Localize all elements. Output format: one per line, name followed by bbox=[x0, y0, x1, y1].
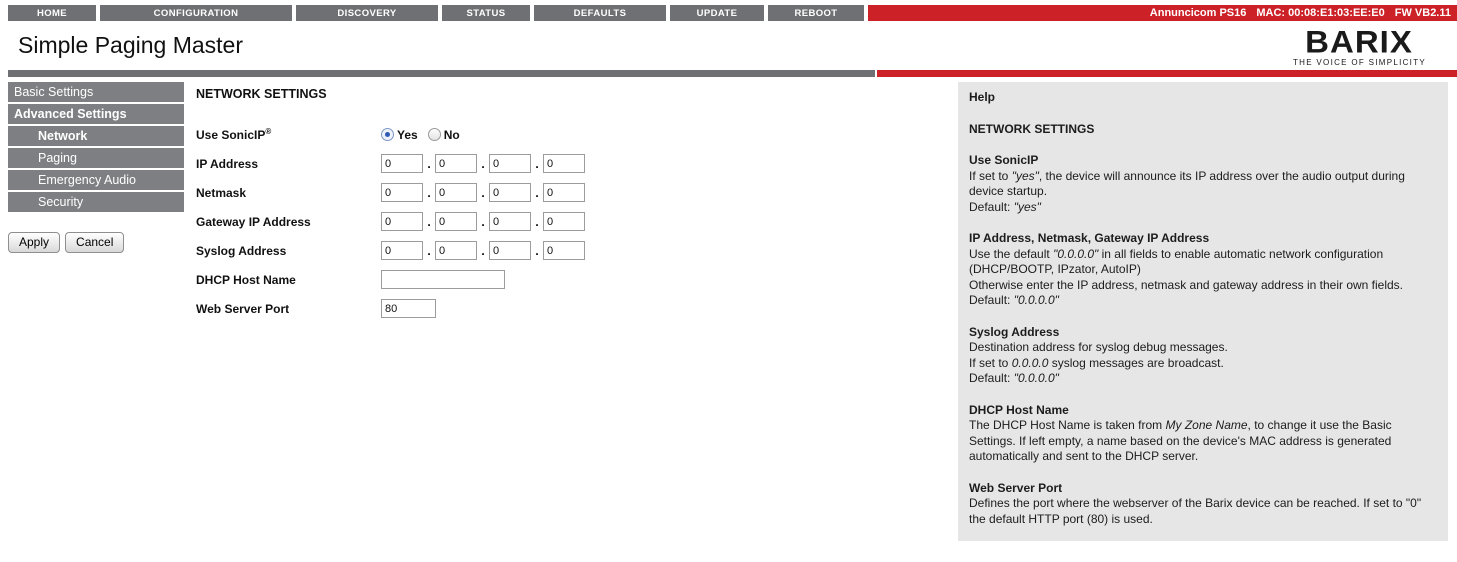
radio-yes-icon[interactable] bbox=[381, 128, 394, 141]
sidebar-item-paging[interactable]: Paging bbox=[8, 148, 184, 168]
gateway-inputs bbox=[381, 212, 585, 231]
web-server-port-input[interactable] bbox=[381, 299, 436, 318]
help-section-use-sonicip bbox=[969, 153, 1437, 215]
syslog-row bbox=[196, 241, 836, 260]
gateway-octet-2[interactable] bbox=[435, 212, 477, 231]
netmask-row bbox=[196, 183, 836, 202]
help-text-line: Default: "0.0.0.0" bbox=[969, 371, 1059, 385]
ip-dot: . bbox=[427, 156, 431, 171]
ip-dot: . bbox=[481, 156, 485, 171]
ip-address-octet-2[interactable] bbox=[435, 154, 477, 173]
syslog-octet-4[interactable] bbox=[543, 241, 585, 260]
use-sonicip-label: Use SonicIP® bbox=[196, 127, 272, 142]
ip-dot: . bbox=[535, 243, 539, 258]
radio-no-icon[interactable] bbox=[428, 128, 441, 141]
help-text-line: If set to 0.0.0.0 syslog messages are broadcast. bbox=[969, 355, 1224, 370]
use-sonicip-radio-group bbox=[381, 128, 460, 142]
netmask-octet-2[interactable] bbox=[435, 183, 477, 202]
nav-item-home[interactable]: HOME bbox=[8, 5, 96, 21]
nav-item-discovery[interactable]: DISCOVERY bbox=[296, 5, 438, 21]
device-mac: MAC: 00:08:E1:03:EE:E0 bbox=[1256, 7, 1385, 19]
help-section-dhcp-host-name bbox=[969, 403, 1437, 465]
device-name: Annuncicom PS16 bbox=[1149, 7, 1247, 19]
ip-address-octet-3[interactable] bbox=[489, 154, 531, 173]
sidebar-item-basic-settings[interactable]: Basic Settings bbox=[8, 82, 184, 102]
top-navigation bbox=[8, 5, 1457, 21]
help-sections bbox=[969, 153, 1437, 527]
cancel-button[interactable]: Cancel bbox=[65, 232, 124, 253]
nav-item-reboot[interactable]: REBOOT bbox=[768, 5, 864, 21]
use-sonicip-option-no[interactable] bbox=[428, 128, 460, 142]
help-section-title: IP Address, Netmask, Gateway IP Address bbox=[969, 231, 1210, 245]
barix-logo-text: BARIX bbox=[1305, 23, 1413, 60]
syslog-label: Syslog Address bbox=[196, 243, 287, 258]
radio-label-no: No bbox=[443, 127, 460, 142]
sidebar bbox=[8, 82, 184, 253]
apply-button[interactable]: Apply bbox=[8, 232, 60, 253]
netmask-octet-3[interactable] bbox=[489, 183, 531, 202]
sidebar-item-network[interactable]: Network bbox=[8, 126, 184, 146]
gateway-octet-1[interactable] bbox=[381, 212, 423, 231]
use-sonicip-row bbox=[196, 125, 836, 144]
barix-logo bbox=[1293, 23, 1427, 67]
page-title: Simple Paging Master bbox=[18, 32, 243, 58]
help-section-web-server-port bbox=[969, 481, 1437, 528]
help-section-syslog-address bbox=[969, 325, 1437, 387]
ip-dot: . bbox=[481, 214, 485, 229]
help-text-line: The DHCP Host Name is taken from My Zone Name, to change it use the Basic Settings. If left empty, a name based on the device's MAC address is generated automatically and sent to the DHCP server. bbox=[969, 418, 1392, 463]
dhcp-host-name-row bbox=[196, 270, 836, 289]
gateway-row bbox=[196, 212, 836, 231]
form-heading: NETWORK SETTINGS bbox=[196, 87, 327, 101]
ip-dot: . bbox=[535, 214, 539, 229]
netmask-inputs bbox=[381, 183, 585, 202]
ip-dot: . bbox=[427, 185, 431, 200]
barix-logo-tagline: THE VOICE OF SIMPLICITY bbox=[1293, 58, 1427, 67]
nav-item-configuration[interactable]: CONFIGURATION bbox=[100, 5, 292, 21]
help-panel bbox=[958, 82, 1448, 541]
help-section-title: DHCP Host Name bbox=[969, 402, 1069, 417]
help-text-line: Destination address for syslog debug messages. bbox=[969, 340, 1228, 354]
divider-bar-gray bbox=[8, 70, 875, 77]
sidebar-item-advanced-settings[interactable]: Advanced Settings bbox=[8, 104, 184, 124]
ip-dot: . bbox=[427, 214, 431, 229]
ip-dot: . bbox=[535, 156, 539, 171]
sidebar-item-security[interactable]: Security bbox=[8, 192, 184, 212]
ip-dot: . bbox=[427, 243, 431, 258]
use-sonicip-option-yes[interactable] bbox=[381, 128, 418, 142]
gateway-octet-4[interactable] bbox=[543, 212, 585, 231]
gateway-label: Gateway IP Address bbox=[196, 214, 311, 229]
netmask-octet-4[interactable] bbox=[543, 183, 585, 202]
sidebar-menu bbox=[8, 82, 184, 212]
help-section-title: Web Server Port bbox=[969, 480, 1063, 495]
help-text-line: Use the default "0.0.0.0" in all fields to enable automatic network configuration (DHCP/BOOTP, IPzator, AutoIP) bbox=[969, 246, 1384, 276]
ip-dot: . bbox=[481, 185, 485, 200]
ip-address-label: IP Address bbox=[196, 156, 259, 171]
ip-address-octet-1[interactable] bbox=[381, 154, 423, 173]
sidebar-item-emergency-audio[interactable]: Emergency Audio bbox=[8, 170, 184, 190]
help-text-line: If set to "yes", the device will announce its IP address over the audio output during device startup. bbox=[969, 168, 1405, 198]
device-info-bar bbox=[868, 5, 1457, 21]
network-settings-form bbox=[196, 82, 836, 328]
help-heading: NETWORK SETTINGS bbox=[969, 121, 1095, 136]
syslog-octet-1[interactable] bbox=[381, 241, 423, 260]
help-title: Help bbox=[969, 90, 996, 104]
device-firmware: FW VB2.11 bbox=[1394, 7, 1451, 19]
radio-label-yes: Yes bbox=[397, 127, 418, 142]
sidebar-buttons bbox=[8, 232, 184, 253]
syslog-octet-2[interactable] bbox=[435, 241, 477, 260]
ip-dot: . bbox=[535, 185, 539, 200]
help-section-title: Syslog Address bbox=[969, 324, 1060, 339]
ip-address-octet-4[interactable] bbox=[543, 154, 585, 173]
gateway-octet-3[interactable] bbox=[489, 212, 531, 231]
dhcp-host-name-input[interactable] bbox=[381, 270, 505, 289]
nav-item-status[interactable]: STATUS bbox=[442, 5, 530, 21]
help-section-title: Use SonicIP bbox=[969, 153, 1039, 167]
netmask-label: Netmask bbox=[196, 185, 247, 200]
divider-bar-red bbox=[877, 70, 1457, 77]
web-server-port-label: Web Server Port bbox=[196, 301, 290, 316]
help-text-line: Default: "yes" bbox=[969, 199, 1041, 214]
help-text-line: Default: "0.0.0.0" bbox=[969, 293, 1059, 307]
web-server-port-row bbox=[196, 299, 836, 318]
nav-item-update[interactable]: UPDATE bbox=[670, 5, 764, 21]
help-text-line: Otherwise enter the IP address, netmask and gateway address in their own fields. bbox=[969, 277, 1404, 292]
syslog-octet-3[interactable] bbox=[489, 241, 531, 260]
dhcp-host-name-label: DHCP Host Name bbox=[196, 272, 296, 287]
nav-item-defaults[interactable]: DEFAULTS bbox=[534, 5, 666, 21]
syslog-inputs bbox=[381, 241, 585, 260]
ip-dot: . bbox=[481, 243, 485, 258]
help-section-ip-address-netmask-gateway-ip-address bbox=[969, 231, 1437, 309]
ip-address-inputs bbox=[381, 154, 585, 173]
help-text-line: Defines the port where the webserver of the Barix device can be reached. If set to "0" the default HTTP port (80) is used. bbox=[969, 496, 1422, 526]
ip-address-row bbox=[196, 154, 836, 173]
netmask-octet-1[interactable] bbox=[381, 183, 423, 202]
